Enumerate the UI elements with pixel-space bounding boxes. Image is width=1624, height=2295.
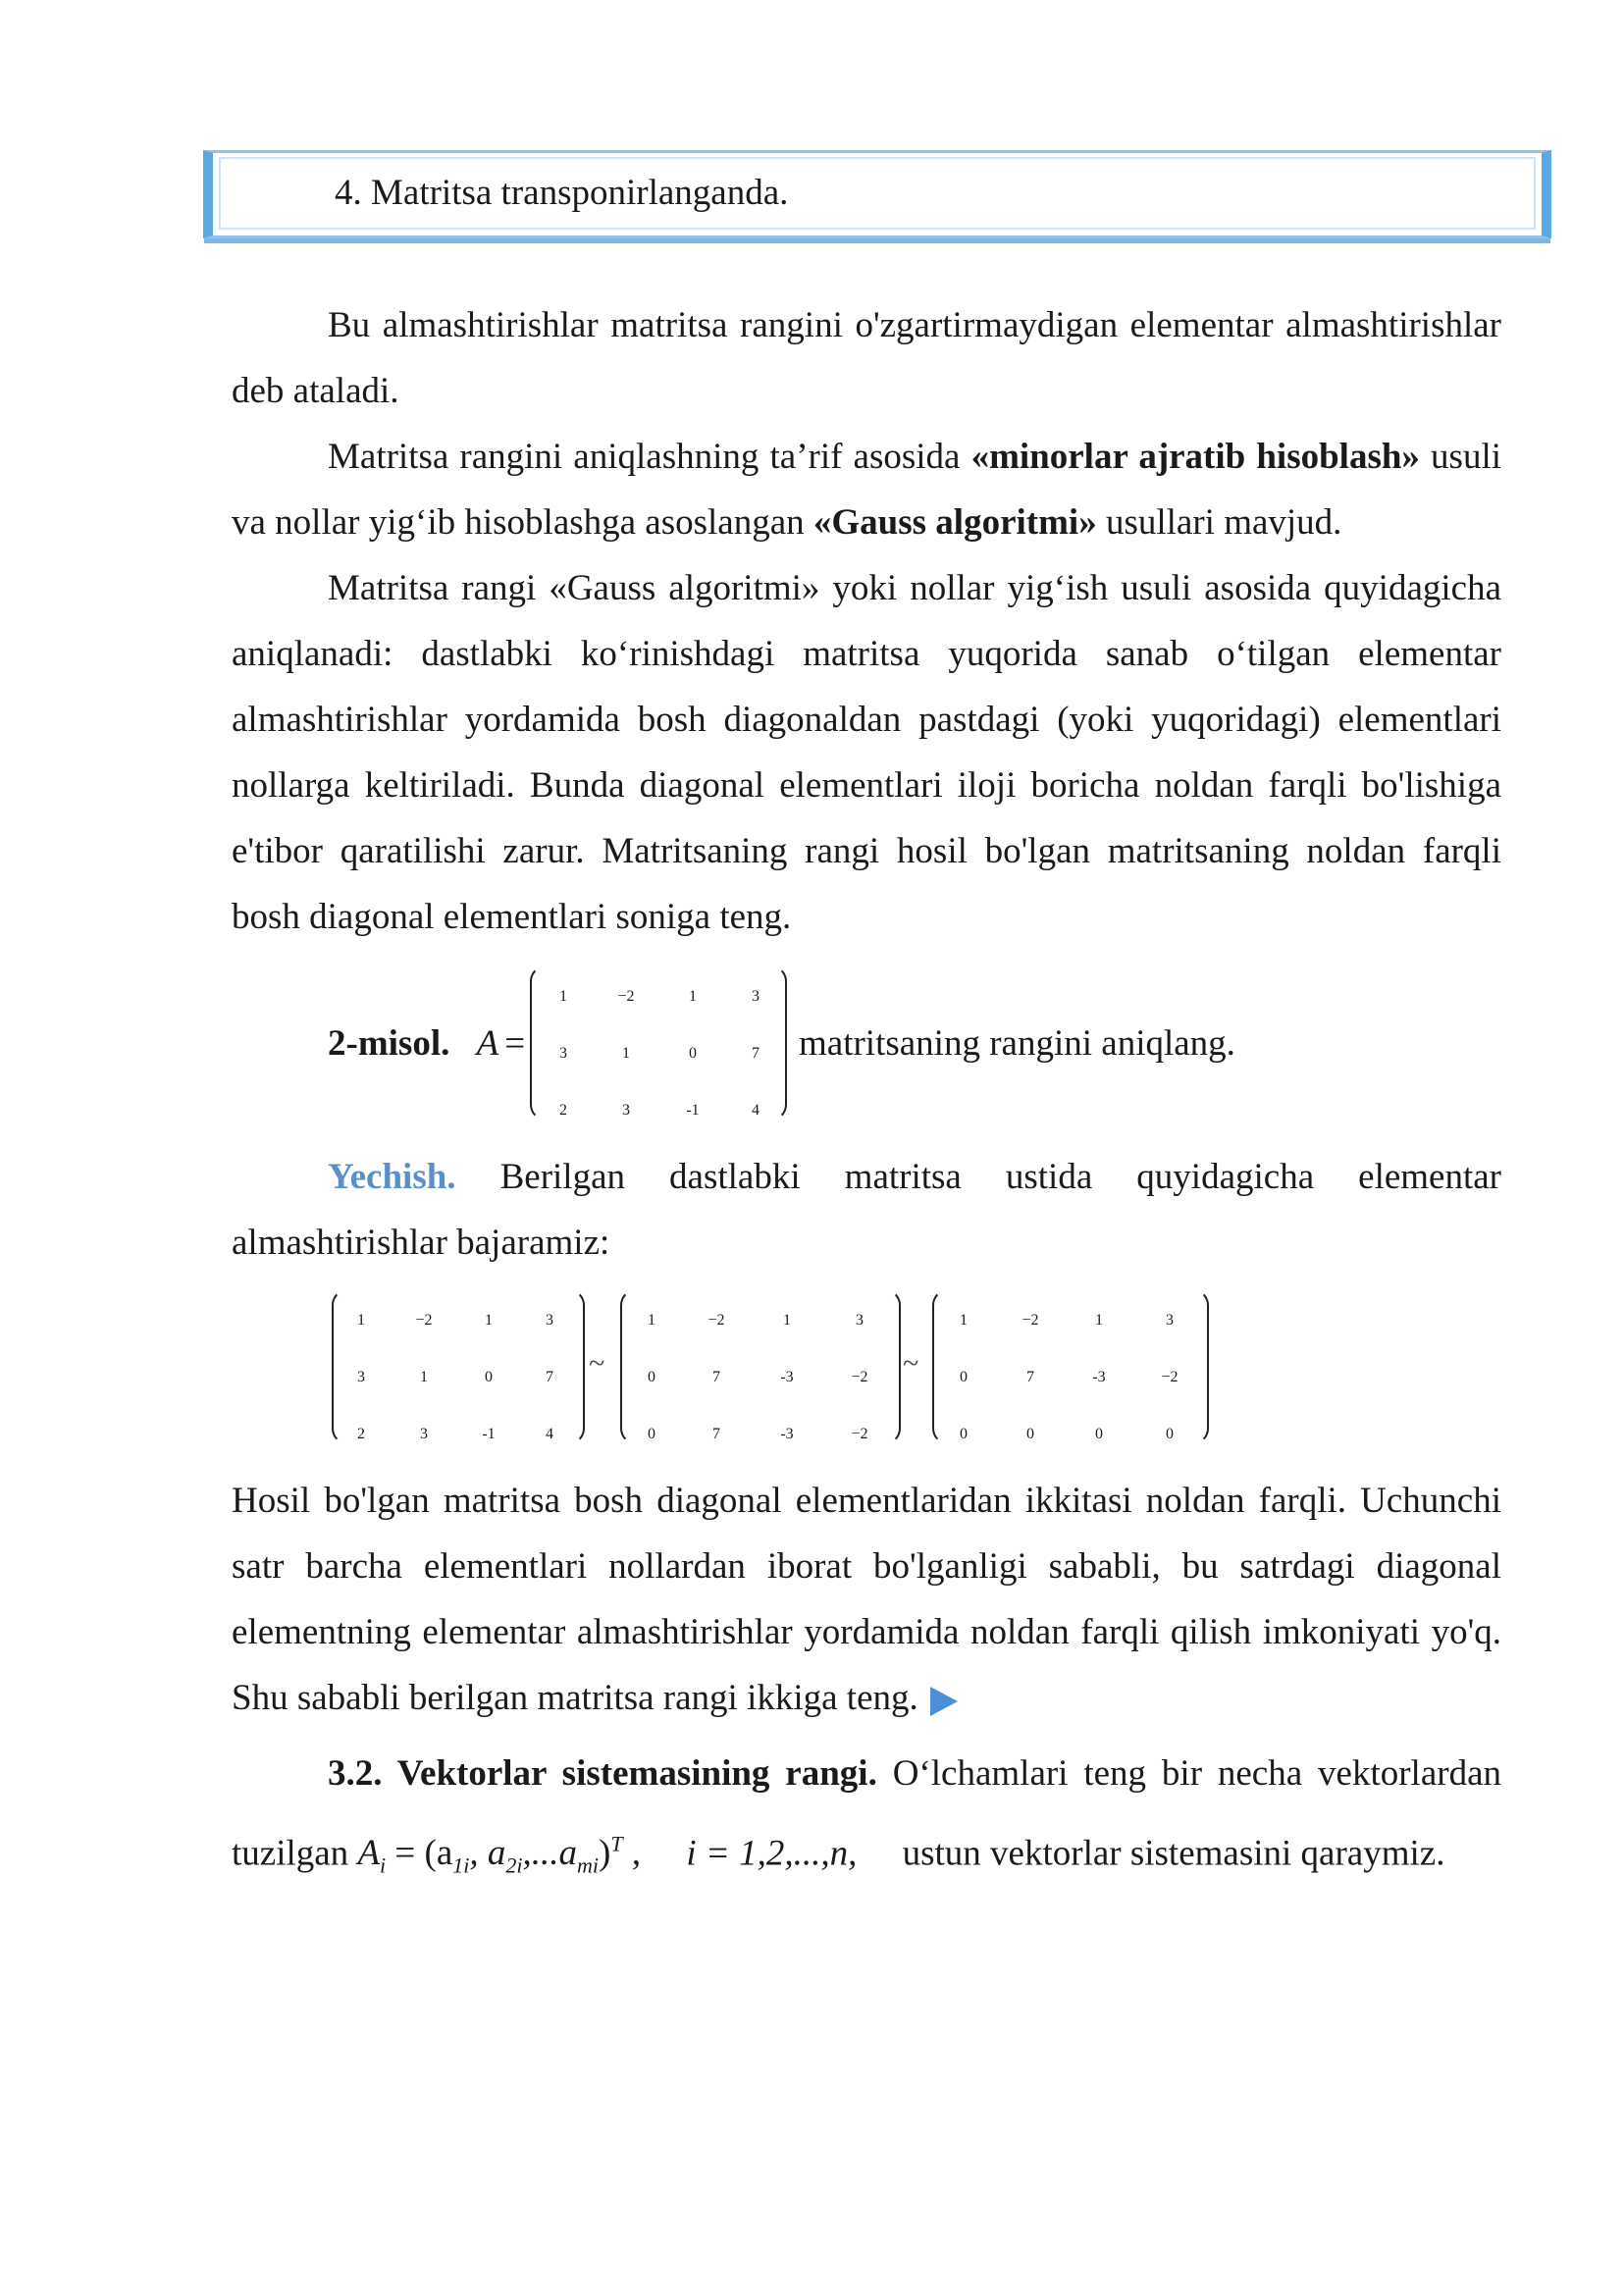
matrix-cell: −2 — [1161, 1369, 1179, 1385]
section-heading: 3.2. Vektorlar sistemasining rangi. — [328, 1753, 877, 1794]
matrix-cell: −2 — [617, 988, 635, 1005]
matrix-cell: 4 — [752, 1102, 760, 1119]
example-label-row — [328, 1022, 525, 1065]
matrix-cell: 3 — [752, 988, 760, 1005]
matrix-cell: 1 — [648, 1312, 655, 1329]
equiv-sign-1: ~ — [589, 1347, 605, 1380]
matrix-cell: 0 — [1026, 1426, 1034, 1442]
solution-paragraph: Yechish. Berilgan dastlabki matritsa ustida quyidagicha elementar almashtirishlar bajaramiz: — [232, 1157, 1502, 1263]
matrix-cell: 3 — [546, 1312, 553, 1329]
example-label: 2-misol. — [328, 1023, 450, 1064]
matrix-cell: -3 — [1092, 1369, 1106, 1385]
matrix-cell: -3 — [780, 1369, 794, 1385]
solution-matrix-2 — [620, 1289, 901, 1444]
matrix-cell: 0 — [1095, 1426, 1103, 1442]
matrix-cell: 3 — [357, 1369, 365, 1385]
matrix-cell: 7 — [546, 1369, 553, 1385]
matrix-cell: 1 — [1095, 1312, 1103, 1329]
matrix-cell: -3 — [780, 1426, 794, 1442]
header-box — [203, 150, 1551, 238]
vector-formula: $A_i = (a_{1i}$, $a_{2i},...a_{mi})^T$ , — [357, 1832, 642, 1878]
matrix-cell: 7 — [712, 1369, 720, 1385]
matrix-cell: −2 — [851, 1426, 868, 1442]
solution-label: Yechish. — [328, 1157, 456, 1197]
matrix-cell: -1 — [482, 1426, 496, 1442]
matrix-cell: 2 — [559, 1102, 567, 1119]
matrix-cell: 1 — [420, 1369, 428, 1385]
example-suffix: matritsaning rangini aniqlang. — [799, 1023, 1235, 1064]
matrix-cell: 7 — [752, 1045, 760, 1062]
matrix-cell: 3 — [420, 1426, 428, 1442]
paragraph-2: Matritsa rangini aniqlashning ta’rif asosida «minorlar ajratib hisoblash» usuli va nollar yig‘ib hisoblashga asoslangan «Gauss algoritmi» usullari mavjud. — [232, 437, 1501, 543]
matrix-cell: −2 — [1022, 1312, 1039, 1329]
solution-matrix-3 — [932, 1289, 1209, 1444]
matrix-cell: 3 — [856, 1312, 864, 1329]
paragraph-1: Bu almashtirishlar matritsa rangini o'zgartirmaydigan elementar almashtirishlar deb ataladi. — [232, 305, 1501, 411]
matrix-cell: 0 — [689, 1045, 697, 1062]
matrix-cell: 1 — [689, 988, 697, 1005]
matrix-cell: 1 — [357, 1312, 365, 1329]
matrix-cell: 0 — [1166, 1426, 1174, 1442]
matrix-cell: 7 — [1026, 1369, 1034, 1385]
header-box-text: 4. Matritsa transponirlanganda. — [335, 173, 789, 213]
index-range: i = 1,2,...,n, — [686, 1833, 858, 1874]
matrix-cell: 0 — [648, 1426, 655, 1442]
matrix-cell: −2 — [415, 1312, 433, 1329]
matrix-cell: 1 — [485, 1312, 493, 1329]
equiv-sign-2: ~ — [903, 1347, 919, 1380]
matrix-cell: 1 — [622, 1045, 630, 1062]
matrix-cell: 3 — [1166, 1312, 1174, 1329]
conclusion-paragraph: Hosil bo'lgan matritsa bosh diagonal elementlaridan ikkitasi noldan farqli. Uchunchi satr barcha elementlari nollardan iborat bo'lganligi sababli, bu satrdagi diagonal elementning elementar almashtirishlar yordamida noldan farqli qilish imkoniyati yo'q. Shu sababli berilgan matritsa rangi ikkiga teng. — [232, 1481, 1501, 1718]
matrix-cell: 0 — [485, 1369, 493, 1385]
example-var: A — [476, 1023, 499, 1064]
paragraph-3: Matritsa rangi «Gauss algoritmi» yoki nollar yig‘ish usuli asosida quyidagicha aniqlanadi: dastlabki ko‘rinishdagi matritsa yuqorida sanab o‘tilgan elementar almashtirishlar yordamida bosh diagonaldan pastdagi (yoki yuqoridagi) elementlari nollarga keltiriladi. Bunda diagonal elementlari iloji boricha noldan farqli bo'lishiga e'tibor qaratilishi zarur. Matritsaning rangi hosil bo'lgan matritsaning noldan farqli bosh diagonal elementlari soniga teng. — [232, 568, 1501, 937]
method-minorlar: «minorlar ajratib hisoblash» — [970, 437, 1420, 477]
end-of-solution-icon — [930, 1687, 958, 1716]
matrix-cell: −2 — [851, 1369, 868, 1385]
matrix-cell: 1 — [559, 988, 567, 1005]
matrix-cell: 3 — [622, 1102, 630, 1119]
matrix-cell: −2 — [707, 1312, 725, 1329]
matrix-cell: 2 — [357, 1426, 365, 1442]
section-paragraph: 3.2. Vektorlar sistemasining rangi. O‘lchamlari teng bir necha vektorlardan tuzilgan $A_i = (a_{1i}$, $a_{2i},...a_{mi})^T$ , i = 1,2,...,n, ustun vektorlar sistemasini qaraymiz. — [232, 1753, 1501, 1878]
matrix-cell: 3 — [559, 1045, 567, 1062]
matrix-cell: 0 — [960, 1369, 968, 1385]
matrix-cell: 0 — [648, 1369, 655, 1385]
example-matrix — [530, 965, 787, 1121]
matrix-cell: 0 — [960, 1426, 968, 1442]
matrix-cell: 7 — [712, 1426, 720, 1442]
matrix-cell: 4 — [546, 1426, 553, 1442]
matrix-cell: 1 — [960, 1312, 968, 1329]
solution-matrix-1 — [332, 1289, 585, 1444]
method-gauss: «Gauss algoritmi» — [812, 502, 1097, 543]
matrix-cell: -1 — [686, 1102, 700, 1119]
example-eq: = — [504, 1023, 526, 1064]
matrix-cell: 1 — [783, 1312, 791, 1329]
